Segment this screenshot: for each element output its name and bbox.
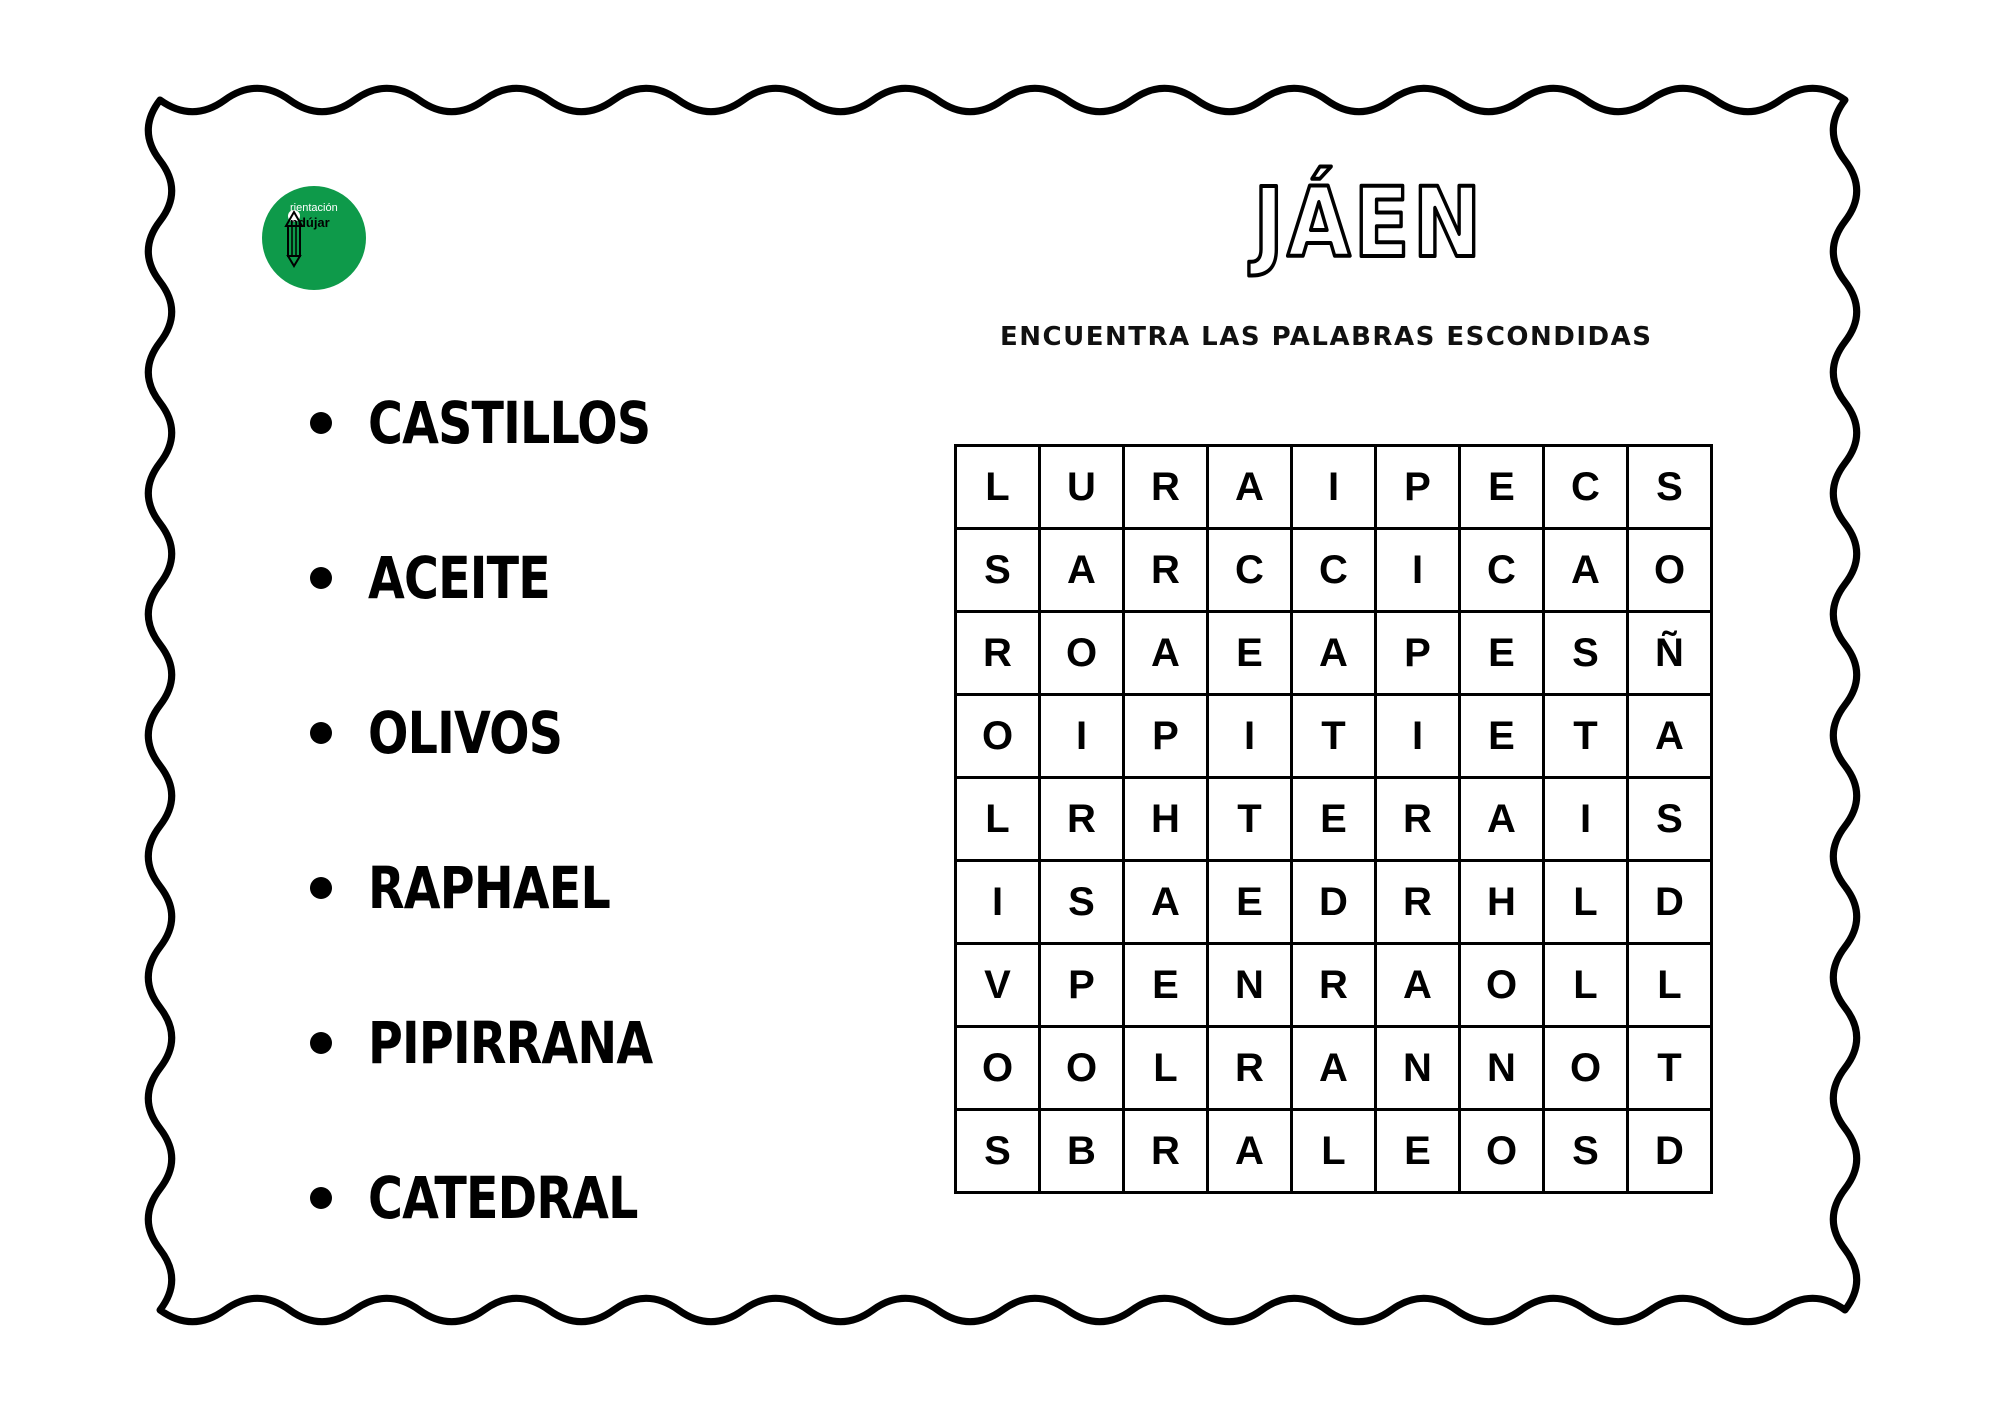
word-list-item — [310, 655, 715, 810]
grid-cell[interactable]: R — [1124, 446, 1208, 529]
grid-cell[interactable]: O — [956, 695, 1040, 778]
page-title: JÁEN — [1253, 167, 1485, 280]
grid-row — [956, 861, 1712, 944]
grid-row — [956, 1110, 1712, 1193]
word-list-item — [310, 345, 715, 500]
grid-cell[interactable]: A — [1208, 446, 1292, 529]
grid-cell[interactable]: A — [1040, 529, 1124, 612]
logo-text-bottom: ndújar — [290, 215, 330, 230]
grid-cell[interactable]: I — [1376, 695, 1460, 778]
grid-cell[interactable]: R — [1124, 529, 1208, 612]
grid-cell[interactable]: A — [1292, 612, 1376, 695]
grid-row — [956, 944, 1712, 1027]
bullet-icon — [310, 877, 332, 899]
grid-cell[interactable]: A — [1544, 529, 1628, 612]
grid-cell[interactable]: L — [1544, 861, 1628, 944]
grid-cell[interactable]: E — [1460, 695, 1544, 778]
grid-cell[interactable]: I — [1376, 529, 1460, 612]
instructions-subtitle: ENCUENTRA LAS PALABRAS ESCONDIDAS — [1000, 322, 1653, 352]
grid-cell[interactable]: A — [1460, 778, 1544, 861]
grid-cell[interactable]: L — [956, 778, 1040, 861]
grid-cell[interactable]: E — [1124, 944, 1208, 1027]
grid-cell[interactable]: S — [956, 529, 1040, 612]
grid-cell[interactable]: L — [1124, 1027, 1208, 1110]
grid-cell[interactable]: O — [1460, 944, 1544, 1027]
grid-cell[interactable]: E — [1376, 1110, 1460, 1193]
grid-cell[interactable]: O — [1040, 612, 1124, 695]
grid-cell[interactable]: E — [1292, 778, 1376, 861]
word-item: ACEITE — [368, 543, 550, 612]
grid-cell[interactable]: U — [1040, 446, 1124, 529]
orientacion-andujar-logo — [262, 186, 366, 290]
grid-cell[interactable]: P — [1376, 446, 1460, 529]
grid-row — [956, 1027, 1712, 1110]
bullet-icon — [310, 412, 332, 434]
grid-row — [956, 612, 1712, 695]
grid-cell[interactable]: V — [956, 944, 1040, 1027]
grid-cell[interactable]: H — [1124, 778, 1208, 861]
grid-cell[interactable]: R — [1040, 778, 1124, 861]
bullet-icon — [310, 1187, 332, 1209]
grid-cell[interactable]: A — [1124, 612, 1208, 695]
grid-cell[interactable]: A — [1292, 1027, 1376, 1110]
word-item: CASTILLOS — [368, 388, 651, 457]
grid-cell[interactable]: C — [1460, 529, 1544, 612]
word-list-item — [310, 500, 715, 655]
grid-cell[interactable]: O — [956, 1027, 1040, 1110]
grid-cell[interactable]: P — [1376, 612, 1460, 695]
grid-cell[interactable]: S — [1544, 1110, 1628, 1193]
grid-cell[interactable]: E — [1460, 612, 1544, 695]
grid-cell[interactable]: S — [1628, 778, 1712, 861]
grid-cell[interactable]: H — [1460, 861, 1544, 944]
grid-cell[interactable]: R — [1208, 1027, 1292, 1110]
grid-cell[interactable]: R — [1292, 944, 1376, 1027]
grid-cell[interactable]: E — [1460, 446, 1544, 529]
grid-cell[interactable]: E — [1208, 861, 1292, 944]
word-list-item — [310, 965, 715, 1120]
grid-cell[interactable]: O — [1544, 1027, 1628, 1110]
grid-cell[interactable]: Ñ — [1628, 612, 1712, 695]
word-list — [310, 345, 715, 1275]
grid-cell[interactable]: P — [1124, 695, 1208, 778]
grid-cell[interactable]: L — [956, 446, 1040, 529]
grid-cell[interactable]: R — [1124, 1110, 1208, 1193]
grid-cell[interactable]: A — [1124, 861, 1208, 944]
grid-cell[interactable]: T — [1628, 1027, 1712, 1110]
grid-cell[interactable]: S — [956, 1110, 1040, 1193]
grid-cell[interactable]: P — [1040, 944, 1124, 1027]
grid-row — [956, 529, 1712, 612]
word-item: PIPIRRANA — [368, 1008, 653, 1077]
grid-cell[interactable]: L — [1628, 944, 1712, 1027]
grid-cell[interactable]: A — [1376, 944, 1460, 1027]
grid-cell[interactable]: S — [1544, 612, 1628, 695]
grid-cell[interactable]: N — [1376, 1027, 1460, 1110]
grid-cell[interactable]: O — [1040, 1027, 1124, 1110]
grid-cell[interactable]: T — [1208, 778, 1292, 861]
grid-cell[interactable]: I — [1544, 778, 1628, 861]
logo-text-top: rientación — [290, 202, 338, 214]
grid-cell[interactable]: I — [956, 861, 1040, 944]
bullet-icon — [310, 567, 332, 589]
word-search-grid — [954, 444, 1713, 1194]
grid-cell[interactable]: O — [1628, 529, 1712, 612]
grid-cell[interactable]: N — [1460, 1027, 1544, 1110]
grid-cell[interactable]: I — [1040, 695, 1124, 778]
word-item: RAPHAEL — [368, 853, 610, 922]
grid-row — [956, 695, 1712, 778]
grid-cell[interactable]: T — [1292, 695, 1376, 778]
grid-cell[interactable]: D — [1292, 861, 1376, 944]
grid-cell[interactable]: L — [1292, 1110, 1376, 1193]
grid-cell[interactable]: I — [1208, 695, 1292, 778]
grid-cell[interactable]: R — [956, 612, 1040, 695]
grid-row — [956, 446, 1712, 529]
grid-cell[interactable]: D — [1628, 861, 1712, 944]
grid-cell[interactable]: I — [1292, 446, 1376, 529]
grid-cell[interactable]: A — [1628, 695, 1712, 778]
word-list-item — [310, 1120, 715, 1275]
bullet-icon — [310, 722, 332, 744]
grid-cell[interactable]: D — [1628, 1110, 1712, 1193]
grid-cell[interactable]: T — [1544, 695, 1628, 778]
page-title-graphic — [1160, 160, 1500, 280]
grid-cell[interactable]: S — [1628, 446, 1712, 529]
grid-cell[interactable]: C — [1208, 529, 1292, 612]
grid-cell[interactable]: C — [1544, 446, 1628, 529]
grid-cell[interactable]: C — [1292, 529, 1376, 612]
grid-cell[interactable]: N — [1208, 944, 1292, 1027]
bullet-icon — [310, 1032, 332, 1054]
grid-cell[interactable]: S — [1040, 861, 1124, 944]
word-item: OLIVOS — [368, 698, 563, 767]
word-item: CATEDRAL — [368, 1163, 638, 1232]
grid-cell[interactable]: A — [1208, 1110, 1292, 1193]
grid-cell[interactable]: O — [1460, 1110, 1544, 1193]
grid-cell[interactable]: E — [1208, 612, 1292, 695]
grid-cell[interactable]: L — [1544, 944, 1628, 1027]
grid-cell[interactable]: R — [1376, 778, 1460, 861]
word-list-item — [310, 810, 715, 965]
grid-row — [956, 778, 1712, 861]
grid-cell[interactable]: R — [1376, 861, 1460, 944]
grid-cell[interactable]: B — [1040, 1110, 1124, 1193]
